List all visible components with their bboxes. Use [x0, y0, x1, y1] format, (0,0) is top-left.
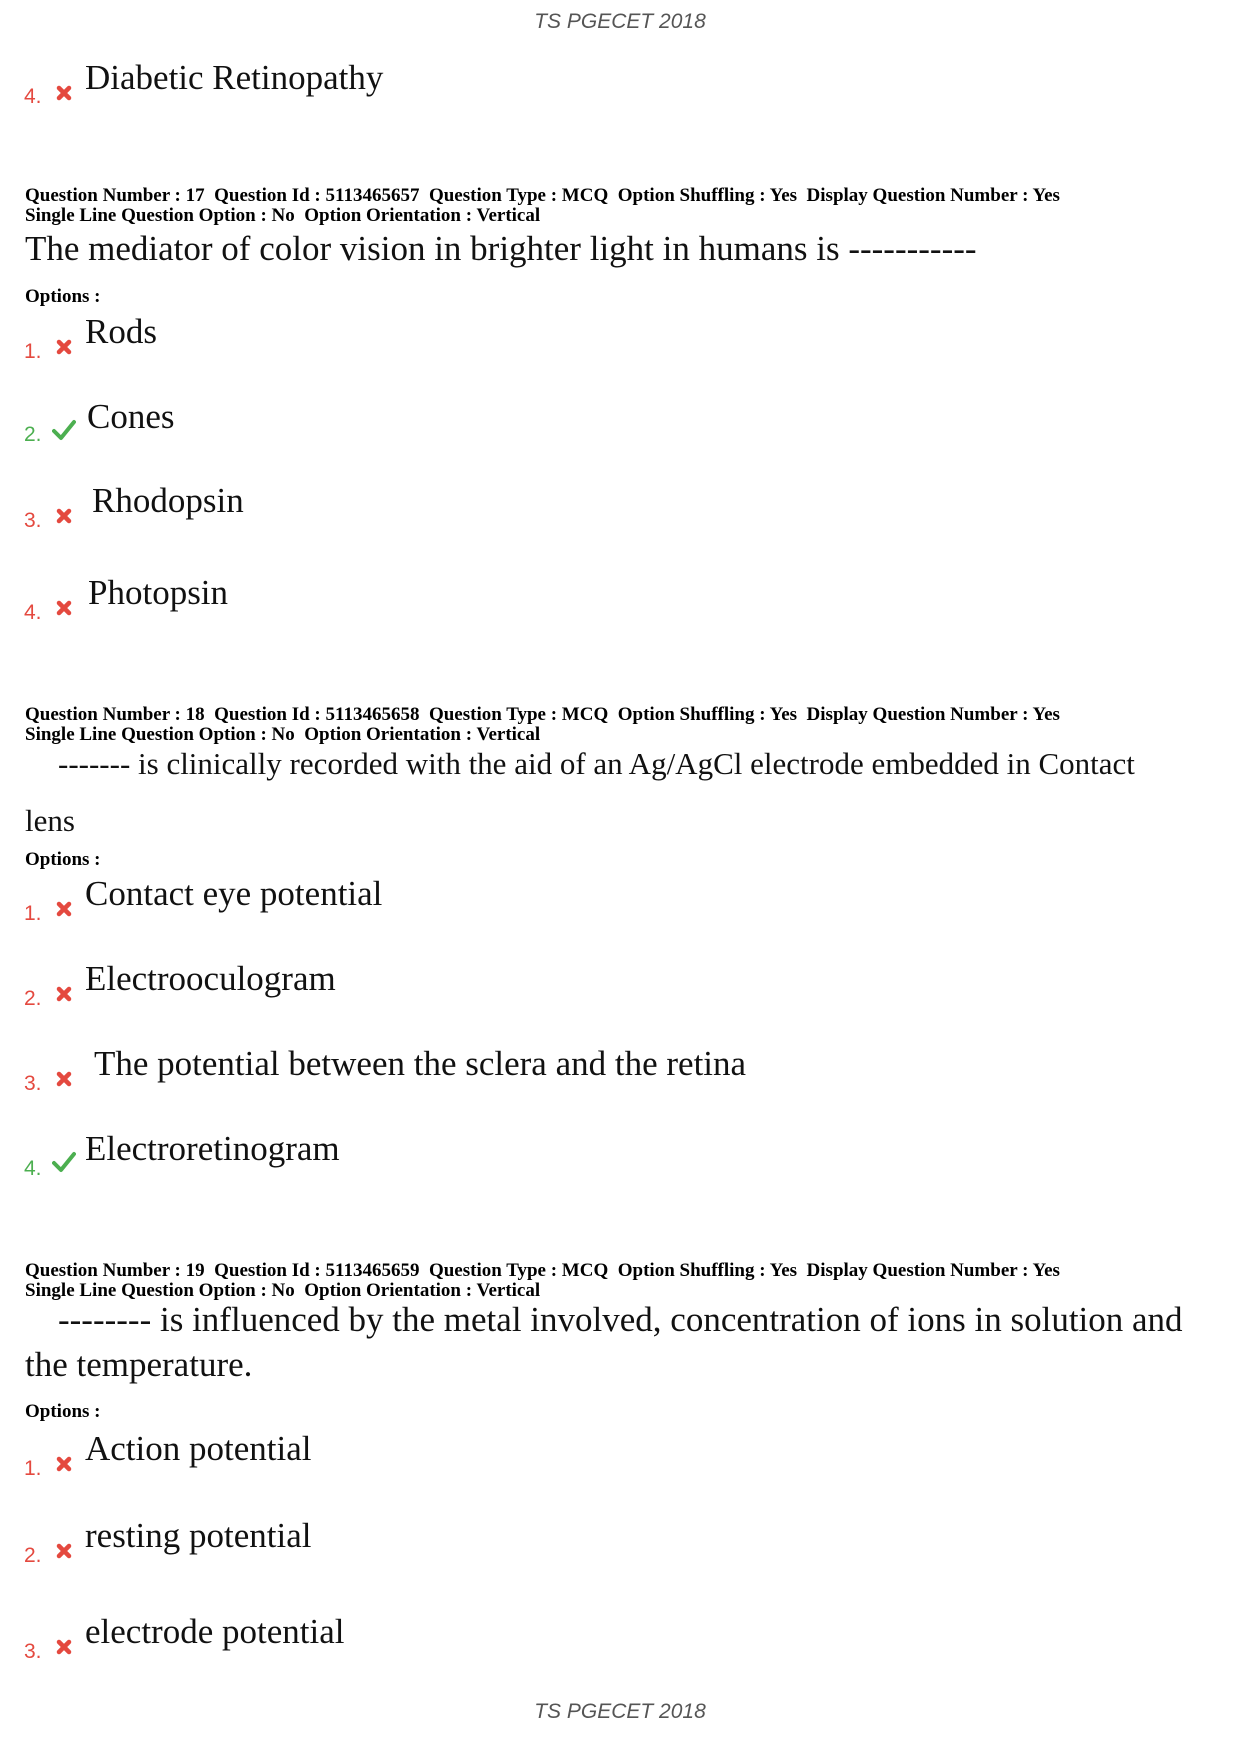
cross-icon: [54, 1069, 74, 1089]
options-label: Options :: [25, 286, 101, 307]
page-header: TS PGECET 2018: [534, 10, 706, 33]
option-text: The potential between the sclera and the retina: [94, 1044, 747, 1083]
option-text: Contact eye potential: [85, 874, 383, 913]
option-number: 1.: [24, 1457, 42, 1480]
page-footer: TS PGECET 2018: [534, 1700, 706, 1723]
option-item: [24, 1612, 1204, 1662]
checkmark-icon: [52, 419, 76, 441]
option-item: [24, 573, 1204, 623]
option-number: 4.: [24, 1157, 42, 1180]
question-text-continued: the temperature.: [25, 1345, 253, 1384]
question-text-continued: lens: [25, 803, 75, 838]
option-text: Diabetic Retinopathy: [85, 58, 384, 97]
option-text: Rhodopsin: [92, 481, 244, 520]
option-item: [24, 397, 1204, 447]
question-meta-options: Single Line Question Option : No Option Orientation : Vertical: [25, 205, 541, 226]
option-number: 2.: [24, 987, 42, 1010]
options-label: Options :: [25, 1401, 101, 1422]
option-item: [24, 959, 1204, 1009]
option-text: Photopsin: [88, 573, 229, 612]
option-item: [24, 481, 1204, 531]
cross-icon: [54, 506, 74, 526]
option-text: Electrooculogram: [85, 959, 336, 998]
question-meta-options: Single Line Question Option : No Option Orientation : Vertical: [25, 724, 541, 745]
cross-icon: [54, 984, 74, 1004]
option-text: resting potential: [85, 1516, 312, 1555]
question-meta: Question Number : 18 Question Id : 5113465658 Question Type : MCQ Option Shuffling : Yes Display Question Number : Yes: [25, 704, 1060, 725]
option-text: Action potential: [85, 1429, 312, 1468]
option-item: [24, 1129, 1204, 1179]
option-number: 2.: [24, 1544, 42, 1567]
cross-icon: [54, 899, 74, 919]
option-number: 2.: [24, 423, 42, 446]
question-text: ------- is clinically recorded with the aid of an Ag/AgCl electrode embedded in Contact: [58, 746, 1135, 781]
option-text: Electroretinogram: [85, 1129, 340, 1168]
option-item: [24, 312, 1204, 362]
option-text: Rods: [85, 312, 157, 351]
cross-icon: [54, 337, 74, 357]
cross-icon: [54, 1541, 74, 1561]
question-text: -------- is influenced by the metal involved, concentration of ions in solution and: [58, 1300, 1183, 1339]
option-item: [24, 1429, 1204, 1479]
option-number: 1.: [24, 902, 42, 925]
question-meta-options: Single Line Question Option : No Option Orientation : Vertical: [25, 1280, 541, 1301]
option-text: electrode potential: [85, 1612, 345, 1651]
question-meta: Question Number : 19 Question Id : 5113465659 Question Type : MCQ Option Shuffling : Yes Display Question Number : Yes: [25, 1260, 1060, 1281]
question-meta: Question Number : 17 Question Id : 5113465657 Question Type : MCQ Option Shuffling : Yes Display Question Number : Yes: [25, 185, 1060, 206]
option-number: 1.: [24, 340, 42, 363]
option-item: [24, 58, 1204, 108]
cross-icon: [54, 598, 74, 618]
option-number: 3.: [24, 1072, 42, 1095]
cross-icon: [54, 1637, 74, 1657]
option-number: 4.: [24, 85, 42, 108]
option-number: 3.: [24, 1640, 42, 1663]
option-item: [24, 874, 1204, 924]
cross-icon: [54, 1454, 74, 1474]
option-number: 3.: [24, 509, 42, 532]
question-text: The mediator of color vision in brighter light in humans is -----------: [25, 229, 977, 268]
options-label: Options :: [25, 849, 101, 870]
option-item: [24, 1044, 1204, 1094]
checkmark-icon: [52, 1151, 76, 1173]
option-number: 4.: [24, 601, 42, 624]
option-item: [24, 1516, 1204, 1566]
cross-icon: [54, 83, 74, 103]
option-text: Cones: [87, 397, 175, 436]
